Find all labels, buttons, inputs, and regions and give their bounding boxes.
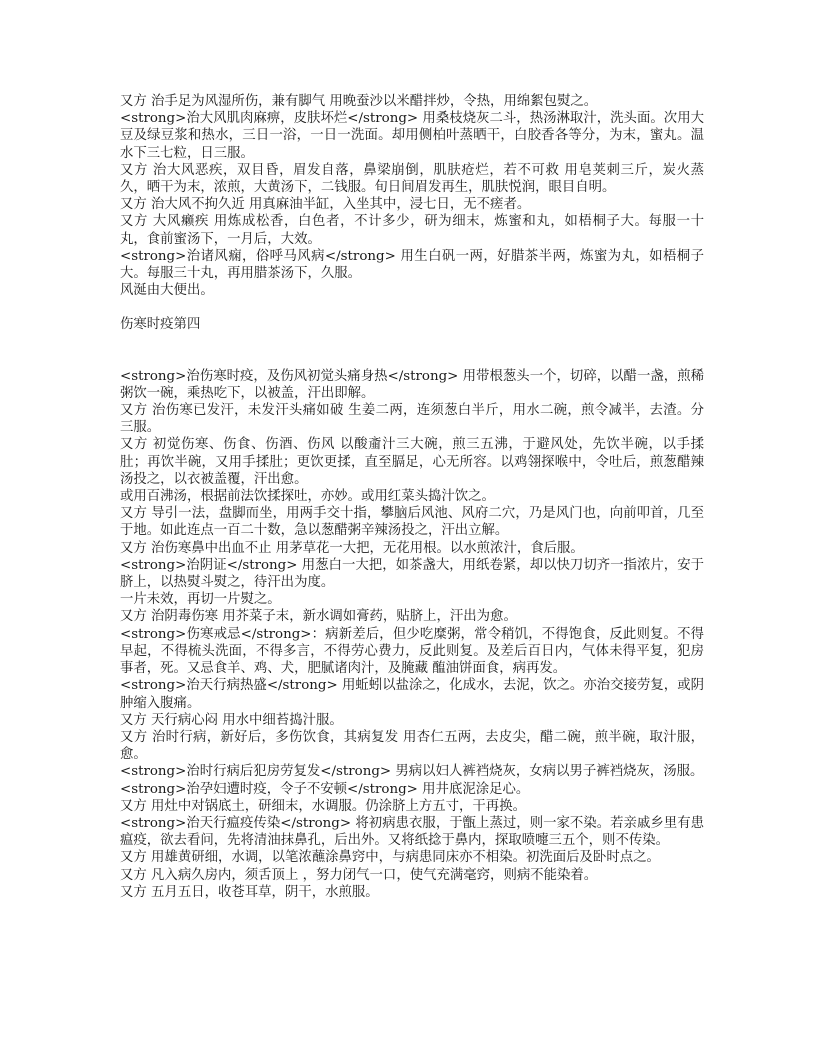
spacer (120, 334, 704, 368)
paragraph: 或用百沸汤，根据前法饮揉探吐，亦妙。或用红菜头捣汁饮之。 (120, 489, 495, 505)
paragraph: <strong>治伤寒时疫，及伤风初觉头痛身热</strong> 用带根葱头一个，切碎，以醋一盏，煎稀粥饮一碗，乘热吃下，以被盖，汗出即解。 (120, 368, 704, 401)
paragraph: <strong>治大风肌肉麻痹，皮肤坏烂</strong> 用桑枝烧灰二斗，热汤淋取汁，洗头面。次用大豆及绿豆浆和热水，三日一浴，一日一洗面。却用侧柏叶蒸晒干，白胶香各等分，为末，蜜丸。温水下三七粒，日三服。 (120, 111, 704, 161)
paragraph: <strong>治孕妇遭时疫，令子不安顿</strong> 用井底泥涂足心。 (120, 781, 530, 797)
paragraph: 又方 治大风不拘久近 用真麻油半缸，入坐其中，浸七日，无不瘥者。 (120, 197, 531, 213)
document-page (120, 93, 704, 901)
section-cold-epidemic-remedies (120, 368, 704, 901)
paragraph: 又方 天行病心闷 用水中细苔捣汁服。 (120, 712, 343, 728)
paragraph: <strong>治天行瘟疫传染</strong> 将初病患衣服，于甑上蒸过，则一家不染。若亲戚乡里有患瘟疫，欲去看问，先将清油抹鼻孔，后出外。又将纸捻于鼻内，探取喷嚏三五个，则不传染。 (120, 815, 704, 849)
paragraph: 又方 导引一法，盘脚而坐，用两手交十指，攀脑后风池、风府二穴，乃是风门也，向前叩首，几至于地。如此连点一百二十数，急以葱醋粥辛辣汤投之，汗出立解。 (120, 506, 704, 539)
paragraph: <strong>伤寒戒忌</strong>：病新差后，但少吃糜粥，常令稍饥，不得饱食，反此则复。不得早起，不得梳头洗面，不得多言，不得劳心费力，反此则复。及差后百日内，气体未得平复，犯房事者，死。又忌食羊、鸡、犬，肥腻诸肉汁，及腌藏 醢油饼面食，病再发。 (120, 626, 704, 677)
section-wind-remedies (120, 93, 704, 299)
paragraph: 又方 治时行病，新好后，多伤饮食，其病复发 用杏仁五两，去皮尖，醋二碗，煎半碗，取汁服，愈。 (120, 729, 704, 763)
paragraph: 又方 初觉伤寒、伤食、伤酒、伤风 以酸齑汁三大碗，煎三五沸，于避风处，先饮半碗，以手揉肚；再饮半碗，又用手揉肚；更饮更揉，直至膈足，心无所容。以鸡翎探喉中，令吐后，煎葱醋辣汤投之，以衣被盖覆，汗出愈。 (120, 437, 704, 487)
paragraph: 又方 治伤寒已发汗，未发汗头痛如破 生姜二两，连须葱白半斤，用水二碗，煎令减半，去渣。分三服。 (120, 403, 704, 436)
section-heading: 伤寒时疫第四 (120, 317, 201, 333)
paragraph: 又方 治伤寒鼻中出血不止 用茅草花一大把，无花用根。以水煎浓汁，食后服。 (120, 540, 584, 556)
paragraph: 又方 用灶中对锅底土，研细末，水调服。仍涂脐上方五寸，干再换。 (120, 798, 526, 814)
paragraph: <strong>治诸风痫，俗呼马风病</strong> 用生白矾一两，好腊茶半两，炼蜜为丸，如梧桐子大。每服三十丸，再用腊茶汤下，久服。 (120, 248, 704, 282)
paragraph: 又方 治大风恶疾，双目昏，眉发自落，鼻梁崩倒，肌肤疮烂，若不可救 用皂荚刺三斤，炭火蒸久，晒干为末，浓煎，大黄汤下，二钱服。旬日间眉发再生，肌肤悦润，眼目自明。 (120, 162, 704, 196)
paragraph: <strong>治天行病热盛</strong> 用蚯蚓以盐涂之，化成水，去泥，饮之。亦治交接劳复，或阴肿缩入腹痛。 (120, 678, 704, 711)
paragraph: 又方 治手足为风湿所伤，兼有脚气 用晚蚕沙以米醋拌炒，令热，用绵絮包熨之。 (120, 94, 598, 109)
paragraph: 又方 用雄黄研细，水调，以笔浓蘸涂鼻窍中，与病患同床亦不相染。初洗面后及卧时点之。 (120, 850, 660, 866)
paragraph: 又方 五月五日，收苍耳草，阴干，水煎服。 (120, 884, 379, 900)
paragraph: 又方 大风癞疾 用炼成松香，白色者，不计多少，研为细末，炼蜜和丸，如梧桐子大。每服一十丸，食前蜜汤下，一月后，大效。 (120, 214, 704, 247)
paragraph: 一片未效，再切一片熨之。 (120, 592, 281, 608)
paragraph: <strong>治时行病后犯房劳复发</strong> 男病以妇人裤裆烧灰，女病以男子裤裆烧灰，汤服。 (120, 764, 704, 780)
paragraph: 又方 凡入病久房内，须舌顶上 ，努力闭气一口，使气充满毫窍，则病不能染着。 (120, 867, 598, 883)
paragraph: 风涎由大便出。 (120, 283, 214, 299)
paragraph: 又方 治阴毒伤寒 用芥菜子末，新水调如膏药，贴脐上，汗出为愈。 (120, 609, 517, 625)
paragraph: <strong>治阴证</strong> 用葱白一大把，如茶盏大，用纸卷紧，却以快刀切齐一指浓片，安于脐上，以热熨斗熨之，待汗出为度。 (120, 557, 704, 591)
